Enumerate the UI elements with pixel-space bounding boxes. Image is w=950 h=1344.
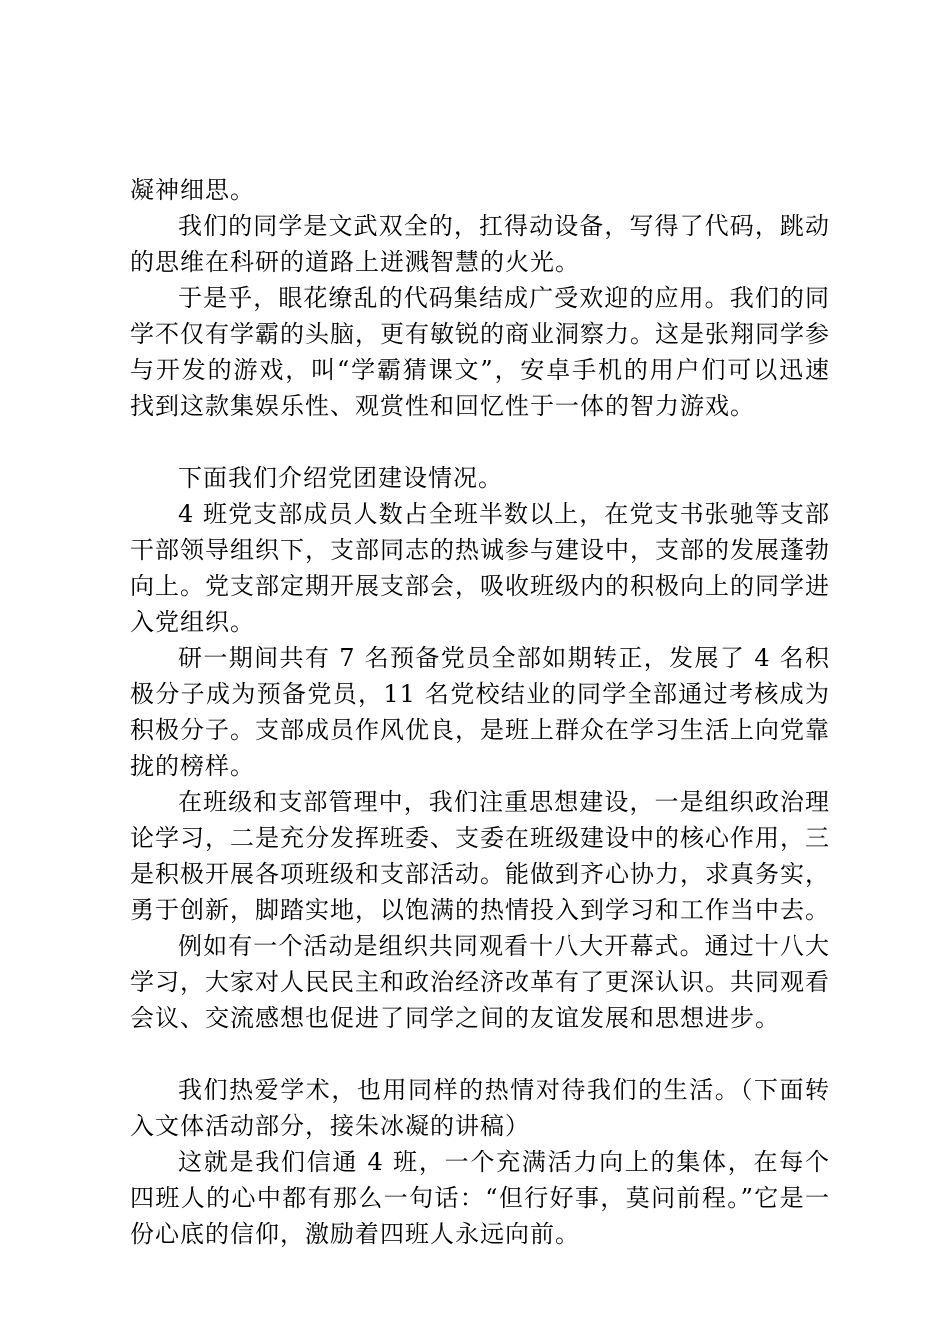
- paragraph-continuation: 凝神细思。: [130, 176, 255, 204]
- document-page: [130, 172, 830, 1252]
- paragraph-party-members: 研一期间共有 7 名预备党员全部如期转正，发展了 4 名积极分子成为预备党员，11 名党校结业的同学全部通过考核成为积极分子。支部成员作风优良，是班上群众在学习生活上向党靠拢的榜样。: [130, 644, 830, 780]
- paragraph-app-development: 于是乎，眼花缭乱的代码集结成广受欢迎的应用。我们的同学不仅有学霸的头脑，更有敏锐的商业洞察力。这是张翔同学参与开发的游戏，叫“学霸猜课文”，安卓手机的用户们可以迅速找到这款集娱乐性、观赏性和回忆性于一体的智力游戏。: [130, 284, 830, 420]
- paragraph-spacer: [130, 1036, 830, 1072]
- paragraph-versatile-students: 我们的同学是文武双全的，扛得动设备，写得了代码，跳动的思维在科研的道路上迸溅智慧的火光。: [130, 212, 830, 276]
- paragraph-management: 在班级和支部管理中，我们注重思想建设，一是组织政治理论学习，二是充分发挥班委、支委在班级建设中的核心作用，三是积极开展各项班级和支部活动。能做到齐心协力，求真务实，勇于创新，脚踏实地，以饱满的热情投入到学习和工作当中去。: [130, 788, 830, 924]
- paragraph-conclusion: 这就是我们信通 4 班，一个充满活力向上的集体，在每个四班人的心中都有那么一句话：“但行好事，莫问前程。”它是一份心底的信仰，激励着四班人永远向前。: [130, 1148, 830, 1248]
- paragraph-spacer: [130, 424, 830, 460]
- paragraph-party-branch: 4 班党支部成员人数占全班半数以上，在党支书张驰等支部干部领导组织下，支部同志的热诚参与建设中，支部的发展蓬勃向上。党支部定期开展支部会，吸收班级内的积极向上的同学进入党组织。: [130, 500, 830, 636]
- paragraph-party-intro: 下面我们介绍党团建设情况。: [178, 464, 503, 492]
- paragraph-activity-example: 例如有一个活动是组织共同观看十八大开幕式。通过十八大学习，大家对人民民主和政治经济改革有了更深认识。共同观看会议、交流感想也促进了同学之间的友谊发展和思想进步。: [130, 932, 830, 1032]
- paragraph-transition: 我们热爱学术，也用同样的热情对待我们的生活。（下面转入文体活动部分，接朱冰凝的讲稿）: [130, 1076, 830, 1140]
